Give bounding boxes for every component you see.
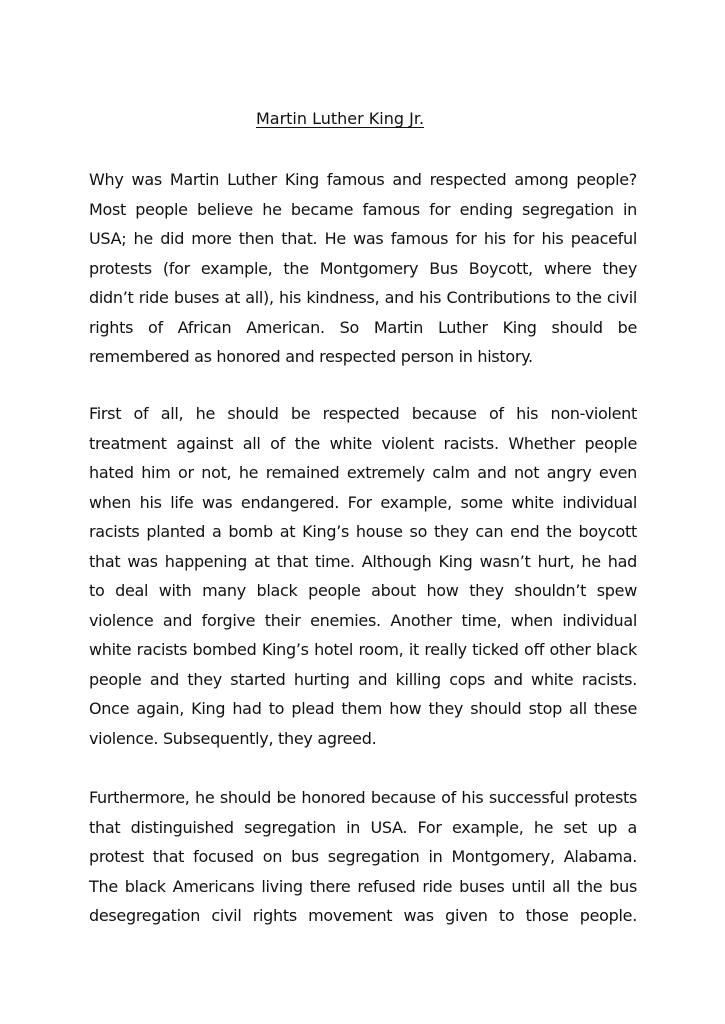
paragraph-line: people and they started hurting and killing cops and white racists. xyxy=(89,669,637,689)
paragraph-line: rights of African American. So Martin Luther King should be xyxy=(89,317,637,337)
paragraph-line: remembered as honored and respected person in history. xyxy=(89,347,533,366)
paragraph-line: Furthermore, he should be honored because of his successful protests xyxy=(89,788,637,807)
paragraph-line: racists planted a bomb at King’s house so they can end the boycott xyxy=(89,522,637,541)
paragraph-line: Once again, King had to plead them how they should stop all these xyxy=(89,699,637,718)
paragraph-line: protest that focused on bus segregation in Montgomery, Alabama. xyxy=(89,847,637,866)
paragraph-line: violence. Subsequently, they agreed. xyxy=(89,728,377,748)
paragraph-line: The black Americans living there refused ride buses until all the bus xyxy=(89,876,637,896)
paragraph-line: didn’t ride buses at all), his kindness, and his Contributions to the civil xyxy=(89,288,637,307)
paragraph-line: protests (for example, the Montgomery Bus Boycott, where they xyxy=(89,258,637,278)
paragraph-line: white racists bombed King’s hotel room, it really ticked off other black xyxy=(89,640,637,659)
paragraph-line: Most people believe he became famous for ending segregation in xyxy=(89,199,637,219)
paragraph-line: desegregation civil rights movement was given to those people. xyxy=(89,906,637,925)
paragraph-line: treatment against all of the white violent racists. Whether people xyxy=(89,433,637,453)
paragraph-1 xyxy=(89,165,637,372)
paragraph-3 xyxy=(89,783,637,931)
document-title: Martin Luther King Jr. xyxy=(255,109,425,128)
paragraph-line: that distinguished segregation in USA. For example, he set up a xyxy=(89,817,637,837)
paragraph-line: when his life was endangered. For example, some white individual xyxy=(89,492,637,512)
paragraph-line: that was happening at that time. Although King wasn’t hurt, he had xyxy=(89,551,637,571)
paragraph-line: violence and forgive their enemies. Another time, when individual xyxy=(89,610,637,630)
paragraph-line: USA; he did more then that. He was famous for his for his peaceful xyxy=(89,229,637,248)
paragraph-line: Why was Martin Luther King famous and respected among people? xyxy=(89,170,637,189)
paragraph-line: hated him or not, he remained extremely calm and not angry even xyxy=(89,463,637,482)
paragraph-line: to deal with many black people about how they shouldn’t spew xyxy=(89,581,637,600)
paragraph-2 xyxy=(89,399,637,753)
paragraph-line: First of all, he should be respected because of his non-violent xyxy=(89,404,637,423)
